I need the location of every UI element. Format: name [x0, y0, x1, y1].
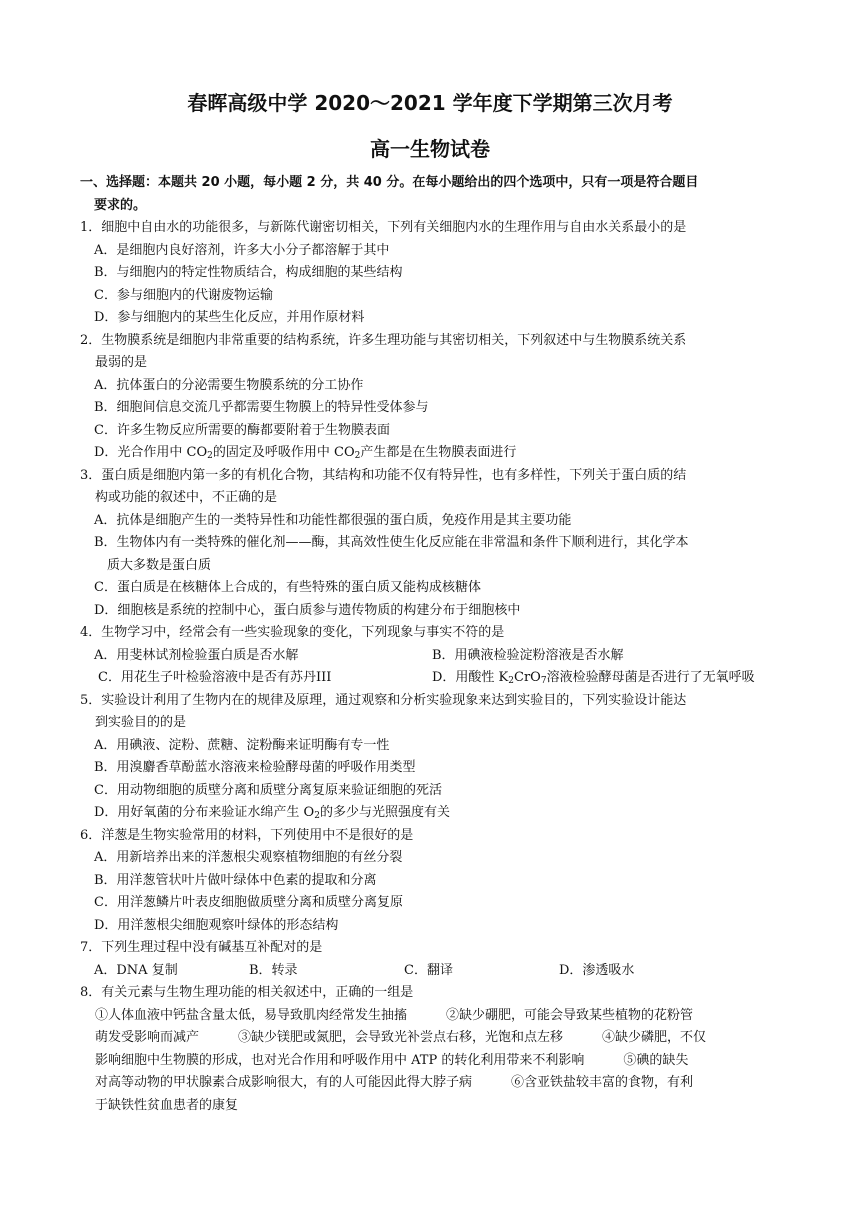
option-a: A．用斐林试剂检验蛋白质是否水解 — [94, 647, 299, 663]
question-stem-continued: 构或功能的叙述中，不正确的是 — [95, 490, 278, 505]
question-stem: 5．实验设计利用了生物内在的规律及原理，通过观察和分析实验现象来达到实验目的，下列实验设计能达 — [80, 692, 687, 708]
option-d: D．光合作用中 $CO_2$的固定及呼吸作用中 $CO_2$产生都是在生物膜表面进行 — [94, 445, 517, 461]
option-d: D．细胞核是系统的控制中心，蛋白质参与遗传物质的构建分布于细胞核中 — [94, 602, 521, 618]
question-stem: 7．下列生理过程中没有碱基互补配对的是 — [80, 940, 323, 955]
option-c: C．用洋葱鳞片叶表皮细胞做质壁分离和质壁分离复原 — [94, 895, 403, 910]
statement-line: 萌发受影响而减产 ③缺少镁肥或氮肥，会导致光补尝点右移，光饱和点左移 ④缺少磷肥，不仅 — [95, 1030, 707, 1045]
question-stem: 8．有关元素与生物生理功能的相关叙述中，正确的一组是 — [80, 985, 414, 1000]
question-stem-continued: 最弱的是 — [95, 355, 148, 370]
statement-line: 影响细胞中生物膜的形成，也对光合作用和呼吸作用中 ATP 的转化利用带来不利影响 ⑤碘的缺失 — [95, 1052, 689, 1068]
option-b: B．生物体内有一类特殊的催化剂——酶，其高效性使生化反应能在非常温和条件下顺利进行，其化学本 — [94, 535, 689, 550]
exam-subtitle: 高一生物试卷 — [370, 137, 490, 161]
option-b: B．细胞间信息交流几乎都需要生物膜上的特异性受体参与 — [94, 400, 429, 415]
question-stem: 2．生物膜系统是细胞内非常重要的结构系统，许多生理功能与其密切相关，下列叙述中与生物膜系统关系 — [80, 332, 687, 348]
option-d: D．渗透吸水 — [559, 962, 635, 978]
option-row — [80, 960, 790, 983]
question-stem: 4．生物学习中，经常会有一些实验现象的变化，下列现象与事实不符的是 — [80, 625, 505, 640]
section-heading — [80, 171, 790, 217]
option-c: C．翻译 — [404, 962, 453, 978]
option-d: D．用好氧菌的分布来验证水绵产生 $O_2$的多少与光照强度有关 — [94, 805, 450, 821]
option-a: A．是细胞内良好溶剂，许多大小分子都溶解于其中 — [94, 242, 390, 258]
option-c: C．许多生物反应所需要的酶都要附着于生物膜表面 — [94, 422, 390, 438]
option-b-continued: 质大多数是蛋白质 — [107, 557, 212, 573]
statement-line: 对高等动物的甲状腺素合成影响很大，有的人可能因此得大脖子病 ⑥含亚铁盐较丰富的食物，有利 — [95, 1075, 694, 1090]
option-b: B．与细胞内的特定性物质结合，构成细胞的某些结构 — [94, 265, 403, 280]
statement-line: 于缺铁性贫血患者的康复 — [95, 1097, 239, 1113]
option-c: C．参与细胞内的代谢废物运输 — [94, 287, 273, 303]
section-heading-line: 一、选择题：本题共 20 小题，每小题 2 分，共 40 分。在每小题给出的四个选项中，只有一项是符合题目 — [80, 175, 699, 190]
option-b: B．转录 — [249, 962, 298, 978]
option-row — [80, 667, 790, 690]
option-c: C．用动物细胞的质壁分离和质壁分离复原来验证细胞的死活 — [94, 782, 442, 798]
question-stem: 3．蛋白质是细胞内第一多的有机化合物，其结构和功能不仅有特异性，也有多样性，下列关于蛋白质的结 — [80, 467, 687, 483]
option-row — [80, 645, 790, 668]
statement-line: ①人体血液中钙盐含量太低，易导致肌肉经常发生抽搐 ②缺少硼肥，可能会导致某些植物的花粉管 — [95, 1007, 694, 1023]
option-a: A．抗体蛋白的分泌需要生物膜系统的分工协作 — [94, 377, 364, 393]
option-c: C．用花生子叶检验溶液中是否有苏丹III — [98, 670, 332, 685]
option-b: B．用溴麝香草酚蓝水溶液来检验酵母菌的呼吸作用类型 — [94, 760, 416, 775]
option-d: D．参与细胞内的某些生化反应，并用作原材料 — [94, 310, 365, 325]
option-b: B．用碘液检验淀粉溶液是否水解 — [432, 647, 624, 663]
option-b: B．用洋葱管状叶片做叶绿体中色素的提取和分离 — [94, 872, 377, 888]
option-d: D．用酸性 $K_2CrO_7$溶液检验酵母菌是否进行了无氧呼吸 — [432, 670, 755, 686]
question-stem: 1．细胞中自由水的功能很多，与新陈代谢密切相关，下列有关细胞内水的生理作用与自由水关系最小的是 — [80, 220, 687, 235]
option-a: A．用碘液、淀粉、蔗糖、淀粉酶来证明酶有专一性 — [94, 737, 390, 753]
question-stem-continued: 到实验目的的是 — [95, 715, 187, 730]
option-c: C．蛋白质是在核糖体上合成的，有些特殊的蛋白质又能构成核糖体 — [94, 580, 481, 595]
option-a: A．DNA 复制 — [94, 962, 178, 978]
option-a: A．用新培养出来的洋葱根尖观察植物细胞的有丝分裂 — [94, 850, 403, 865]
question-list — [80, 217, 790, 1117]
option-a: A．抗体是细胞产生的一类特异性和功能性都很强的蛋白质，免疫作用是其主要功能 — [94, 512, 572, 528]
section-heading-line: 要求的。 — [94, 198, 147, 213]
exam-title: 春晖高级中学 2020～2021 学年度下学期第三次月考 — [187, 91, 673, 115]
question-stem: 6．洋葱是生物实验常用的材料，下列使用中不是很好的是 — [80, 827, 414, 843]
option-d: D．用洋葱根尖细胞观察叶绿体的形态结构 — [94, 917, 339, 933]
